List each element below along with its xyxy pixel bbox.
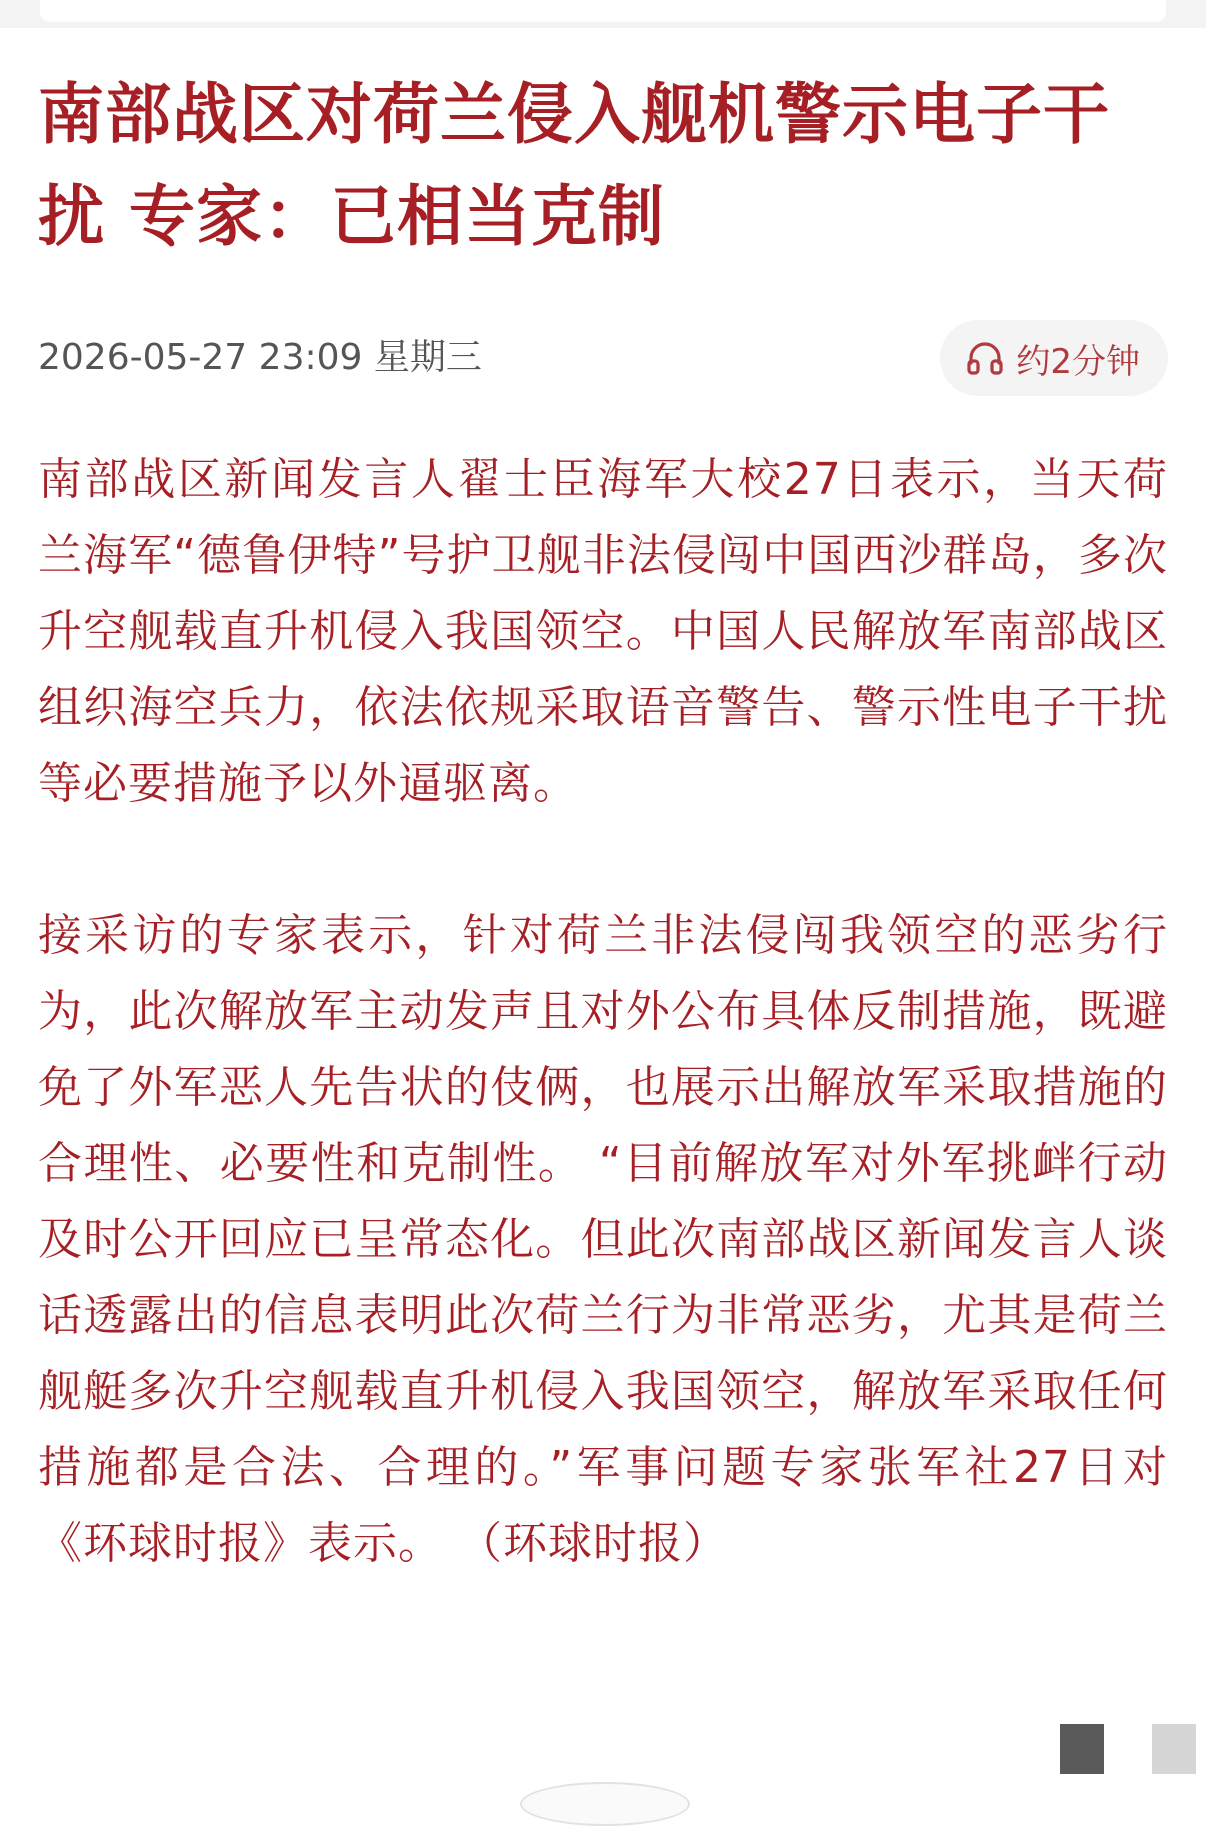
corner-decoration-light — [1152, 1724, 1196, 1774]
corner-decoration-dark — [1060, 1724, 1104, 1774]
top-bar-panel — [40, 0, 1166, 22]
article-body — [38, 442, 1168, 1582]
listen-audio-button[interactable] — [940, 320, 1168, 396]
top-bar — [0, 0, 1206, 28]
article-headline: 南部战区对荷兰侵入舰机警示电子干扰 专家：已相当克制 — [38, 76, 1110, 255]
headphones-icon — [966, 341, 1004, 375]
article-meta — [38, 320, 1168, 396]
article-paragraph: 接采访的专家表示，针对荷兰非法侵闯我领空的恶劣行为，此次解放军主动发声且对外公布具体反制措施，既避免了外军恶人先告状的伎俩，也展示出解放军采取措施的合理性、必要性和克制性。 “目前解放军对外军挑衅行动及时公开回应已呈常态化。但此次南部战区新闻发言人谈话透露出的信息表明此次荷兰行为非常恶劣，尤其是荷兰舰艇多次升空舰载直升机侵入我国领空，解放军采取任何措施都是合法、合理的。”军事问题专家张军社27日对《环球时报》表示。 （环球时报） — [38, 910, 1168, 1569]
publish-datetime: 2026-05-27 23:09 星期三 — [38, 337, 482, 378]
bottom-handle — [520, 1782, 690, 1826]
listen-duration-label: 约2分钟 — [1016, 341, 1140, 382]
article-paragraph: 南部战区新闻发言人翟士臣海军大校27日表示，当天荷兰海军“德鲁伊特”号护卫舰非法侵闯中国西沙群岛，多次升空舰载直升机侵入我国领空。中国人民解放军南部战区组织海空兵力，依法依规采取语音警告、警示性电子干扰等必要措施予以外逼驱离。 — [38, 454, 1168, 809]
